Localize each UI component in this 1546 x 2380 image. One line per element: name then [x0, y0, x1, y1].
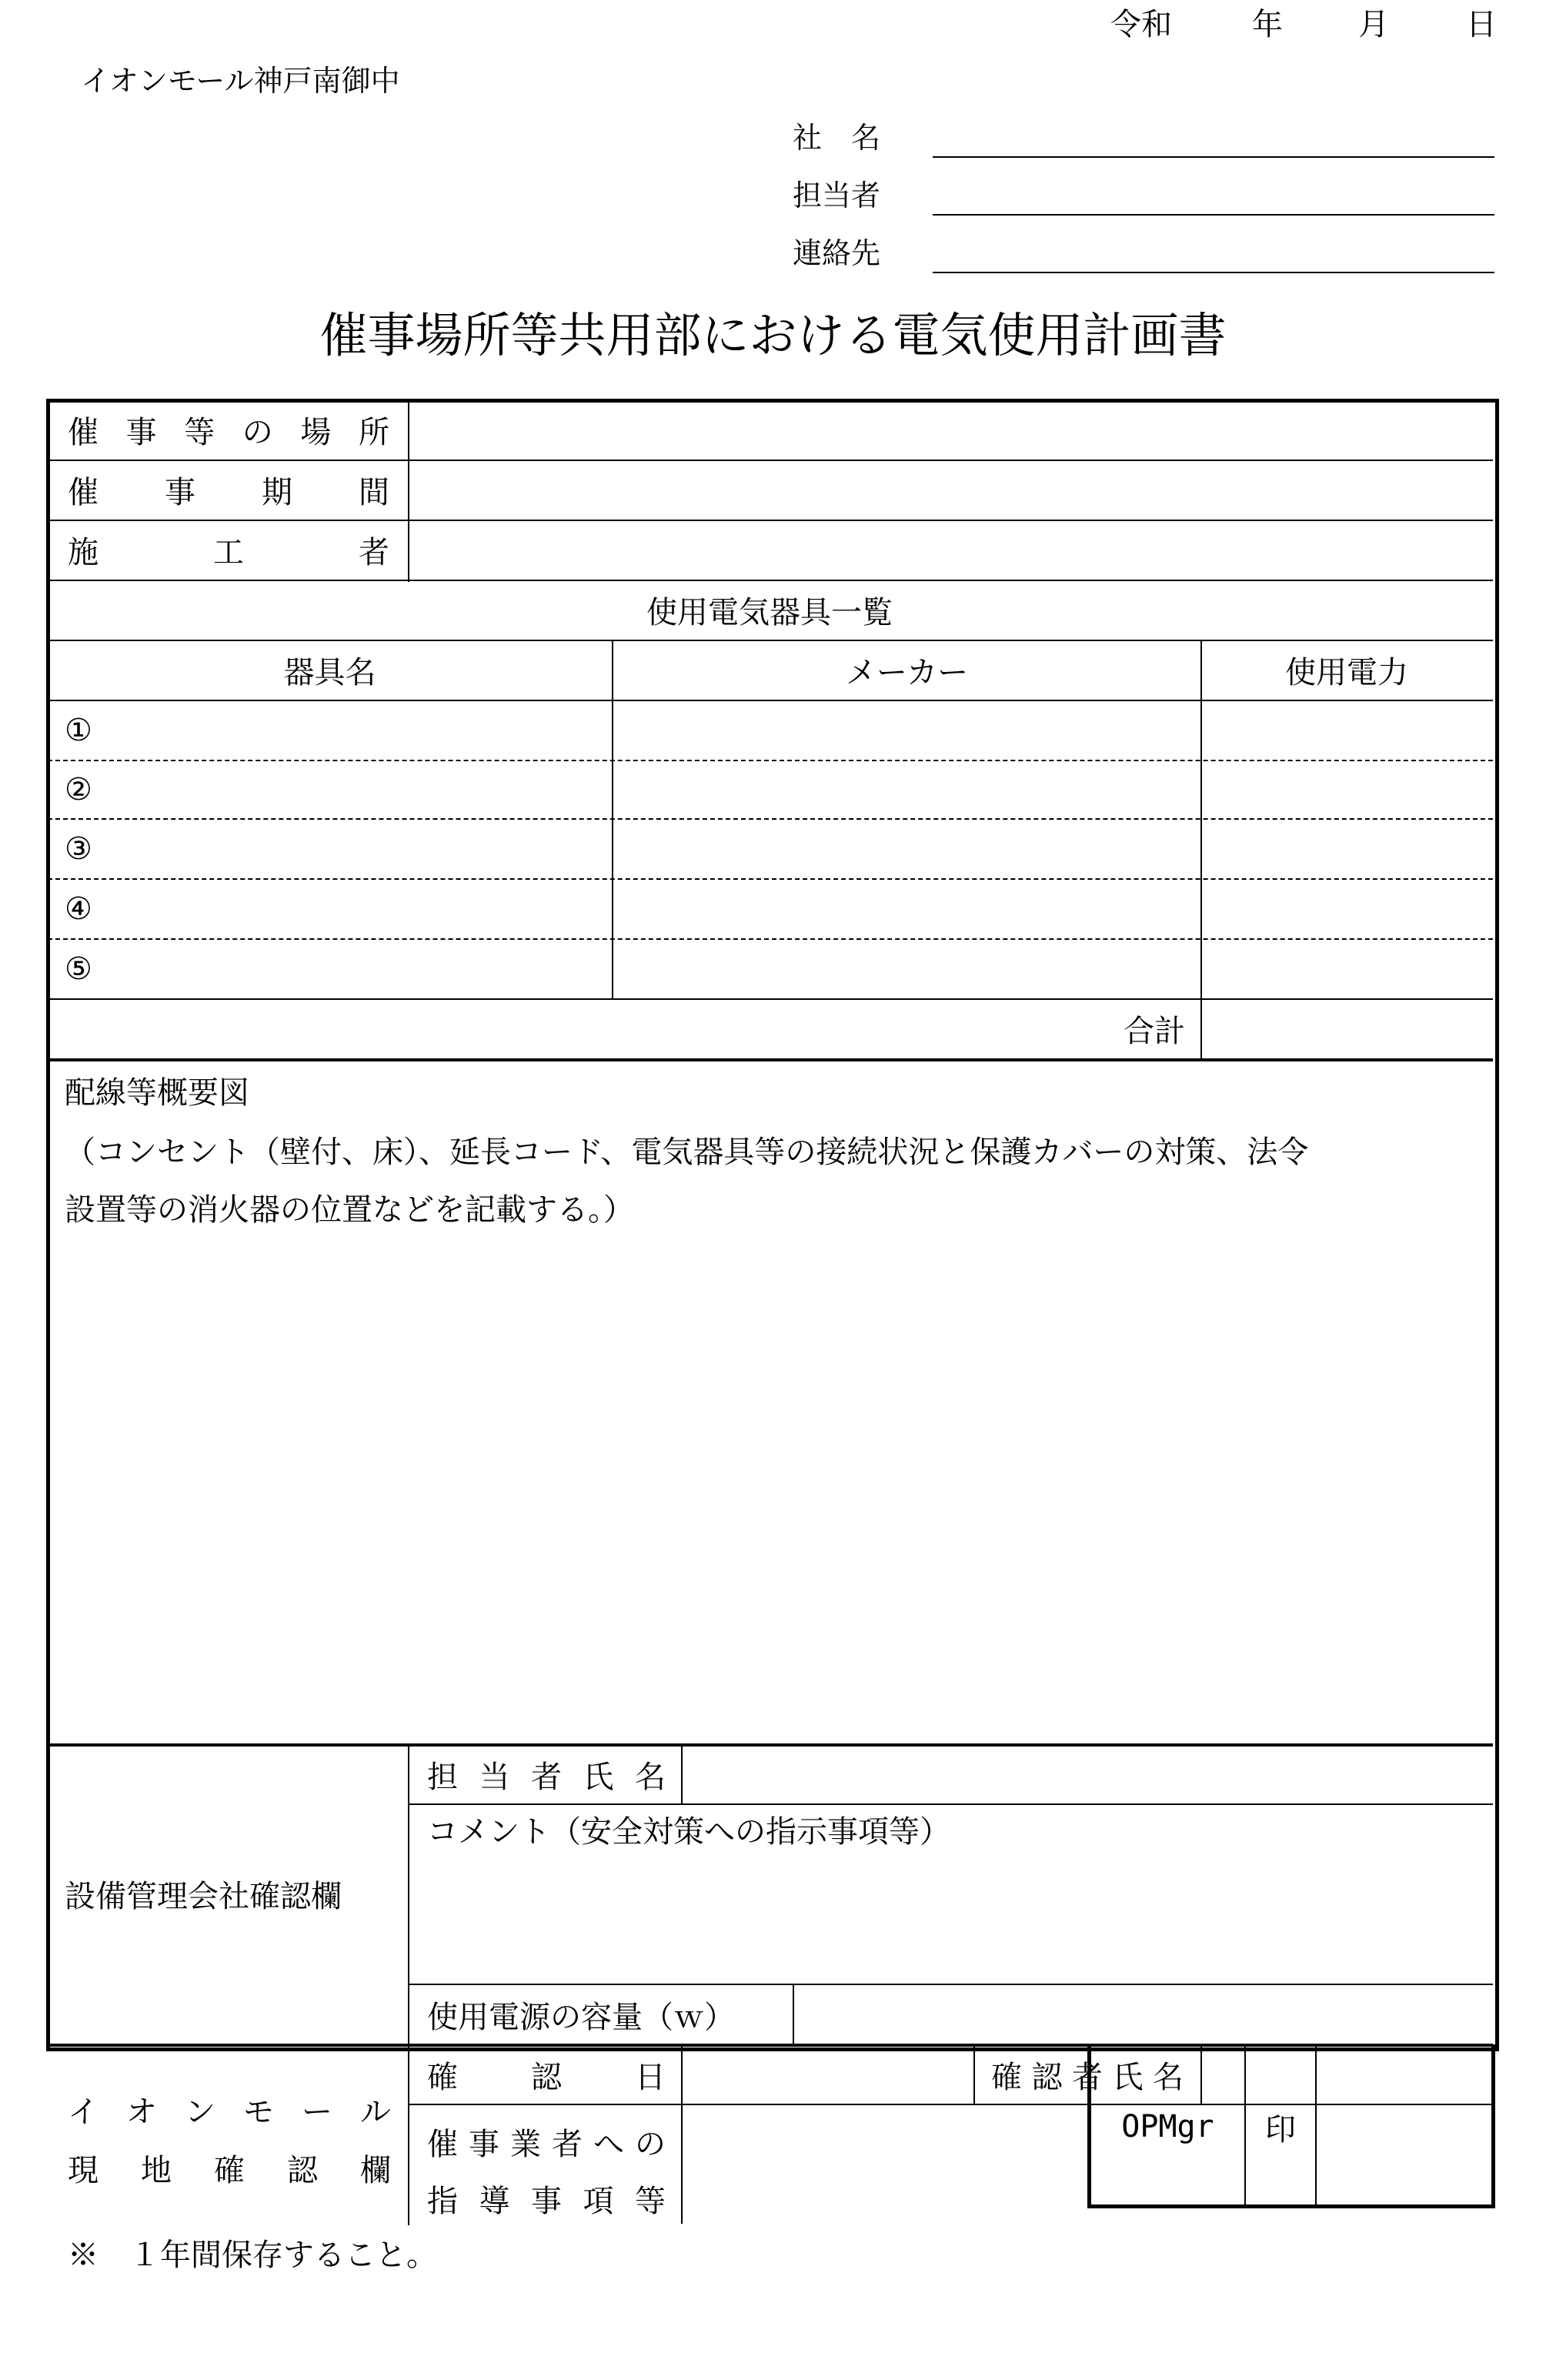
event-location-value[interactable]	[423, 400, 1478, 460]
equipment-row-number: ④	[65, 891, 92, 927]
company-underline	[933, 156, 1494, 158]
column-power: 使用電力	[1285, 655, 1408, 690]
equipment-row-maker[interactable]	[627, 700, 1189, 760]
total-label: 合計	[1124, 1014, 1185, 1049]
power-capacity-label: 使用電源の容量（ｗ）	[427, 2000, 735, 2035]
retention-note: ※ １年間保存すること。	[68, 2238, 437, 2273]
equipment-row-number: ③	[65, 831, 92, 867]
equipment-row-maker[interactable]	[627, 879, 1189, 938]
seal-stamp-area[interactable]	[1317, 2047, 1487, 2205]
contact-info-underline	[933, 272, 1494, 273]
equipment-row-number: ⑤	[65, 951, 92, 987]
aeon-check-label-line2: 現 地 確 認 欄	[68, 2152, 391, 2188]
guidance-label-line1: 催 事 業 者 へ の	[427, 2126, 666, 2162]
total-value[interactable]	[1216, 999, 1478, 1058]
equipment-row-maker[interactable]	[627, 819, 1189, 878]
checker-name-label: 確 認 者 氏 名	[991, 2060, 1184, 2095]
equipment-row-name[interactable]	[123, 760, 600, 819]
equipment-row-power[interactable]	[1216, 939, 1478, 998]
person-in-charge-label: 担 当 者 氏 名	[427, 1760, 666, 1795]
addressee: イオンモール神戸南御中	[81, 64, 400, 98]
equipment-row-power[interactable]	[1216, 760, 1478, 819]
check-date-value[interactable]	[685, 2047, 970, 2103]
equipment-row-name[interactable]	[123, 939, 600, 998]
diagram-note-line1: （コンセント（壁付、床）、延長コード、電気器具等の接続状況と保護カバーの対策、法令	[65, 1135, 1309, 1170]
equipment-row-power[interactable]	[1216, 700, 1478, 760]
date-day: 日	[1466, 7, 1497, 42]
power-capacity-value[interactable]	[796, 1987, 1489, 2043]
equipment-row-maker[interactable]	[627, 760, 1189, 819]
date-era: 令和	[1110, 7, 1172, 42]
comment-label: コメント（安全対策への指示事項等）	[427, 1814, 950, 1850]
facility-check-label: 設備管理会社確認欄	[65, 1878, 342, 1914]
date-year: 年	[1252, 7, 1283, 42]
equipment-row-name[interactable]	[123, 879, 600, 938]
column-maker: メーカー	[845, 655, 969, 690]
event-location-label: 催 事 等 の 場 所	[68, 415, 389, 450]
diagram-heading: 配線等概要図	[65, 1075, 249, 1111]
event-period-label: 催 事 期 間	[68, 475, 389, 510]
contractor-label: 施 工 者	[68, 535, 389, 570]
equipment-row-maker[interactable]	[627, 939, 1189, 998]
check-date-label: 確 認 日	[427, 2060, 666, 2095]
comment-area[interactable]	[416, 1855, 1489, 1978]
guidance-label-line2: 指 導 事 項 等	[427, 2183, 666, 2219]
contact-person-label: 担当者	[793, 179, 881, 212]
equipment-row-power[interactable]	[1216, 819, 1478, 878]
contact-info-label: 連絡先	[793, 236, 881, 270]
contact-person-underline	[933, 214, 1494, 216]
equipment-row-number: ①	[65, 712, 92, 748]
equipment-row-number: ②	[65, 771, 92, 807]
equipment-row-power[interactable]	[1216, 879, 1478, 938]
event-period-value[interactable]	[423, 460, 1478, 520]
equipment-row-name[interactable]	[123, 700, 600, 760]
equipment-section-title: 使用電気器具一覧	[646, 595, 893, 630]
aeon-check-label-line1: イ オ ン モ ー ル	[68, 2094, 391, 2130]
stamp-label-opmgr: OPMgr	[1121, 2109, 1214, 2144]
seal-label: 印	[1265, 2111, 1296, 2148]
contractor-value[interactable]	[423, 520, 1478, 580]
diagram-note-line2: 設置等の消火器の位置などを記載する。）	[65, 1192, 634, 1228]
company-label: 社 名	[793, 121, 881, 155]
equipment-row-name[interactable]	[123, 819, 600, 878]
date-month: 月	[1358, 7, 1389, 42]
diagram-drawing-area[interactable]	[54, 1247, 1485, 1732]
column-equipment-name: 器具名	[283, 655, 376, 690]
person-in-charge-value[interactable]	[685, 1747, 1489, 1803]
form-title: 催事場所等共用部における電気使用計画書	[319, 307, 1227, 363]
